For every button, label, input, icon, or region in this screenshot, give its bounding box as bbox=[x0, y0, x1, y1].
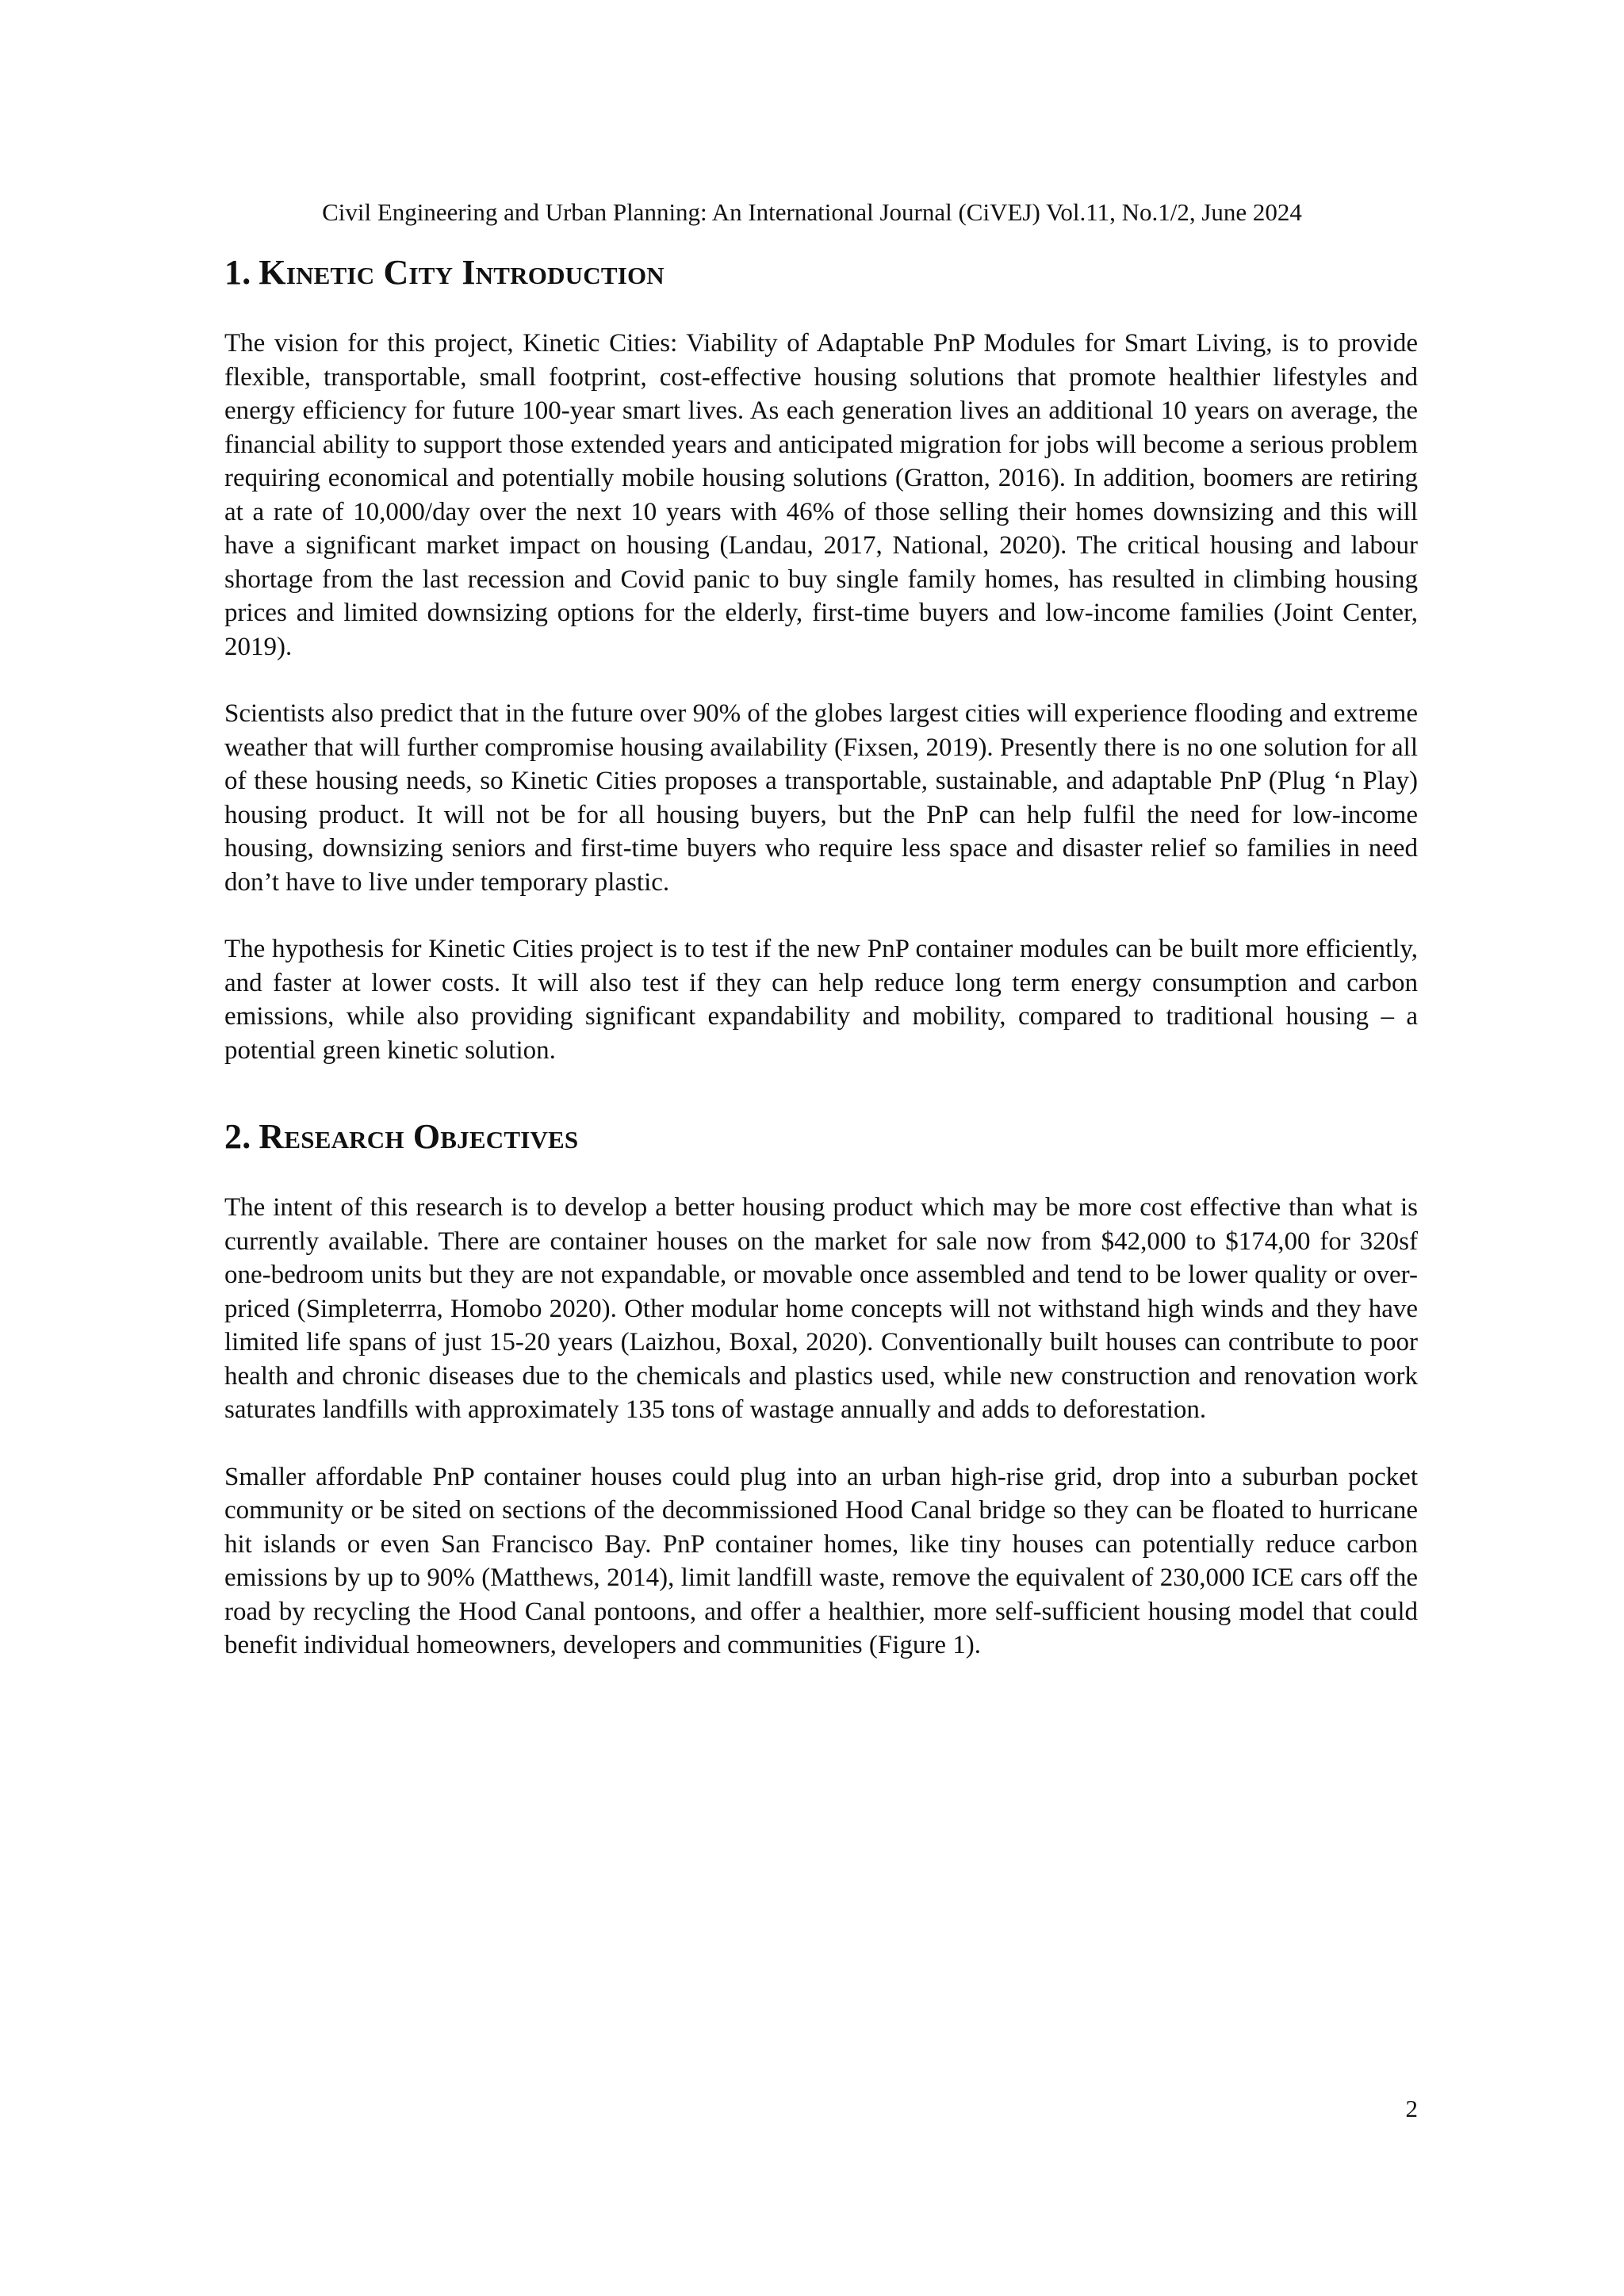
paragraph: The intent of this research is to develop a better housing product which may be more cost effective than what is currently available. There are container houses on the market for sale now from $42,000 to $174,00 for 320sf one-bedroom units but they are not expandable, or movable once assembled and tend to be lower quality or over-priced (Simpleterrra, Homobo 2020). Other modular home concepts will not withstand high winds and they have limited life spans of just 15-20 years (Laizhou, Boxal, 2020). Conventionally built houses can contribute to poor health and chronic diseases due to the chemicals and plastics used, while new construction and renovation work saturates landfills with approximately 135 tons of wastage annually and adds to deforestation. bbox=[224, 1193, 1418, 1424]
paragraph: Smaller affordable PnP container houses could plug into an urban high-rise grid, drop into a suburban pocket community or be sited on sections of the decommissioned Hood Canal bridge so they can be floated to hurricane hit islands or even San Francisco Bay. PnP container homes, like tiny houses can potentially reduce carbon emissions by up to 90% (Matthews, 2014), limit landfill waste, remove the equivalent of 230,000 ICE cars off the road by recycling the Hood Canal pontoons, and offer a healthier, more self-sufficient housing model that could benefit individual homeowners, developers and communities (Figure 1). bbox=[224, 1462, 1418, 1659]
running-header: Civil Engineering and Urban Planning: An International Journal (CiVEJ) Vol.11, No.1/2, June 2024 bbox=[322, 198, 1302, 226]
section-heading-introduction bbox=[224, 251, 1418, 295]
page-number: 2 bbox=[1405, 2095, 1418, 2122]
section-title: Research Objectives bbox=[259, 1117, 579, 1156]
section-heading-research-objectives bbox=[224, 1115, 1418, 1159]
section-number: 1. bbox=[224, 253, 251, 292]
paragraph: Scientists also predict that in the future over 90% of the globes largest cities will experience flooding and extreme weather that will further compromise housing availability (Fixsen, 2019). Presently there is no one solution for all of these housing needs, so Kinetic Cities proposes a transportable, sustainable, and adaptable PnP (Plug ‘n Play) housing product. It will not be for all housing buyers, but the PnP can help fulfil the need for low-income housing, downsizing seniors and first-time buyers who require less space and disaster relief so families in need don’t have to live under temporary plastic. bbox=[224, 699, 1418, 897]
paragraph: The vision for this project, Kinetic Cities: Viability of Adaptable PnP Modules for Smart Living, is to provide flexible, transportable, small footprint, cost-effective housing solutions that promote healthier lifestyles and energy efficiency for future 100-year smart lives. As each generation lives an additional 10 years on average, the financial ability to support those extended years and anticipated migration for jobs will become a serious problem requiring economical and potentially mobile housing solutions (Gratton, 2016). In addition, boomers are retiring at a rate of 10,000/day over the next 10 years with 46% of those selling their homes downsizing and this will have a significant market impact on housing (Landau, 2017, National, 2020). The critical housing and labour shortage from the last recession and Covid panic to buy single family homes, has resulted in climbing housing prices and limited downsizing options for the elderly, first-time buyers and low-income families (Joint Center, 2019). bbox=[224, 329, 1418, 661]
section-number: 2. bbox=[224, 1117, 251, 1156]
section-title: Kinetic City Introduction bbox=[259, 253, 665, 292]
section-spacer bbox=[224, 1100, 1418, 1115]
paragraph: The hypothesis for Kinetic Cities project is to test if the new PnP container modules can be built more efficiently, and faster at lower costs. It will also test if they can help reduce long term energy consumption and carbon emissions, while also providing significant expandability and mobility, compared to traditional housing – a potential green kinetic solution. bbox=[224, 935, 1418, 1065]
article-body bbox=[224, 251, 1418, 1696]
